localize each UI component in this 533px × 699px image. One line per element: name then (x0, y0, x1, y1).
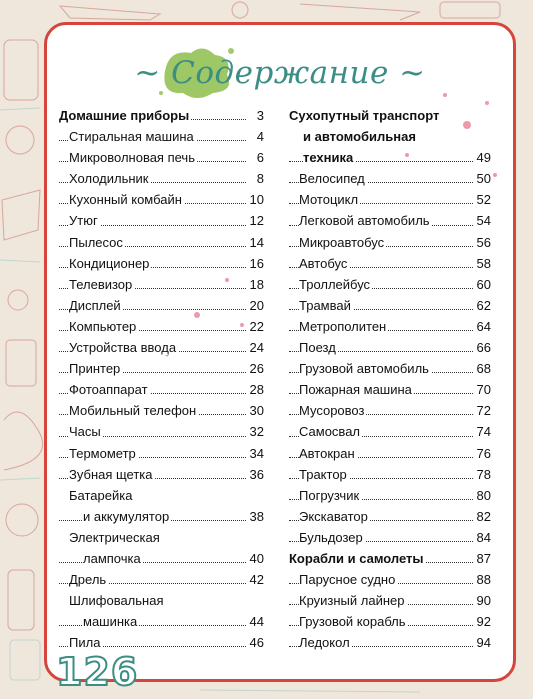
toc-entry-label: Устройства ввода (69, 340, 177, 356)
toc-entry-label: Пожарная машина (299, 382, 412, 398)
toc-entry (59, 464, 264, 485)
toc-entry-page: 46 (248, 632, 264, 653)
toc-entry (289, 632, 491, 653)
toc-entry-page: 34 (248, 443, 264, 464)
toc-entry-label: Троллейбус (299, 276, 371, 292)
toc-entry-page: 87 (475, 548, 491, 569)
toc-entry-label: Метрополитен (299, 318, 387, 334)
toc-entry (289, 527, 491, 548)
toc-entry-page: 54 (475, 210, 491, 231)
toc-entry (289, 485, 491, 506)
toc-entry-label: Телевизор (69, 276, 133, 292)
toc-entry-label: Часы (69, 424, 101, 440)
toc-entry (59, 548, 264, 569)
toc-entry (289, 232, 491, 253)
toc-entry-label: Стиральная машина (69, 129, 194, 145)
toc-entry (289, 274, 491, 295)
toc-entry-label: Автокран (299, 445, 355, 461)
toc-entry-page: 22 (248, 316, 264, 337)
toc-entry-label: Погрузчик (299, 487, 360, 503)
toc-entry-page: 12 (248, 210, 264, 231)
toc-entry-page: 28 (248, 379, 264, 400)
toc-entry-page: 70 (475, 379, 491, 400)
toc-entry (289, 316, 491, 337)
toc-entry-page: 90 (475, 590, 491, 611)
toc-entry (289, 189, 491, 210)
toc-entry (59, 569, 264, 590)
toc-entry-label: Бульдозер (299, 529, 363, 545)
toc-entry-label: Кондиционер (69, 255, 150, 271)
toc-entry-label: Компьютер (69, 318, 137, 334)
toc-entry-label: Пылесос (69, 234, 123, 250)
toc-entry-page: 38 (248, 506, 264, 527)
toc-entry (289, 590, 491, 611)
toc-entry (289, 443, 491, 464)
toc-entry (59, 611, 264, 632)
contents-panel (44, 22, 516, 682)
toc-entry-label: машинка (83, 614, 138, 630)
toc-entry-page: 4 (255, 126, 264, 147)
toc-entry-page: 8 (255, 168, 264, 189)
toc-entry-page: 80 (475, 485, 491, 506)
toc-entry (289, 105, 491, 126)
toc-entry-label: и автомобильная (303, 129, 416, 145)
toc-entry-label: Сухопутный транспорт (289, 108, 440, 123)
toc-entry-label: Грузовой корабль (299, 614, 406, 630)
toc-entry (289, 569, 491, 590)
toc-entry-page: 20 (248, 295, 264, 316)
toc-entry-page: 14 (248, 232, 264, 253)
contents-left-column (59, 105, 264, 653)
toc-entry (59, 295, 264, 316)
toc-entry-label: Мотоцикл (299, 192, 359, 208)
toc-entry (289, 421, 491, 442)
toc-entry-label: Автобус (299, 255, 348, 271)
toc-entry-label: лампочка (83, 550, 141, 566)
toc-entry-label: Домашние приборы (59, 108, 190, 123)
toc-entry-page: 62 (475, 295, 491, 316)
toc-entry-page: 72 (475, 400, 491, 421)
toc-entry-label: Утюг (69, 213, 98, 229)
toc-entry-page: 44 (248, 611, 264, 632)
toc-entry (59, 126, 264, 147)
toc-entry (289, 611, 491, 632)
toc-entry-page: 92 (475, 611, 491, 632)
toc-entry-page: 84 (475, 527, 491, 548)
toc-entry (59, 485, 264, 506)
toc-entry (59, 337, 264, 358)
toc-entry-label: Холодильник (69, 171, 149, 187)
toc-entry (59, 421, 264, 442)
toc-entry-label: техника (303, 150, 354, 166)
toc-entry-page: 58 (475, 253, 491, 274)
toc-entry-label: Кухонный комбайн (69, 192, 182, 208)
toc-entry-label: Электрическая (69, 529, 160, 545)
toc-entry-label: Батарейка (69, 487, 133, 503)
toc-entry (59, 147, 264, 168)
toc-entry (59, 527, 264, 548)
toc-entry (59, 210, 264, 231)
toc-entry (289, 295, 491, 316)
toc-entry (289, 126, 491, 147)
toc-entry (59, 232, 264, 253)
toc-entry-page: 16 (248, 253, 264, 274)
toc-entry-page: 82 (475, 506, 491, 527)
toc-entry-label: Пила (69, 635, 101, 651)
toc-entry-label: Дисплей (69, 297, 121, 313)
toc-entry (289, 464, 491, 485)
toc-entry-label: Экскаватор (299, 508, 368, 524)
toc-entry-page: 68 (475, 358, 491, 379)
toc-entry-label: и аккумулятор (83, 508, 170, 524)
toc-entry (289, 379, 491, 400)
toc-entry-page: 6 (255, 147, 264, 168)
toc-entry-page: 30 (248, 400, 264, 421)
toc-entry (59, 316, 264, 337)
toc-entry (59, 274, 264, 295)
toc-entry (59, 168, 264, 189)
toc-entry-page: 64 (475, 316, 491, 337)
toc-entry-label: Трактор (299, 466, 347, 482)
contents-right-column (289, 105, 491, 653)
toc-entry (289, 400, 491, 421)
toc-entry-page: 3 (255, 105, 264, 126)
toc-entry-page: 78 (475, 464, 491, 485)
toc-entry-label: Дрель (69, 572, 107, 588)
toc-entry (289, 147, 491, 168)
toc-entry (59, 590, 264, 611)
toc-entry-label: Ледокол (299, 635, 350, 651)
toc-entry-label: Микроавтобус (299, 234, 385, 250)
toc-entry-page: 26 (248, 358, 264, 379)
toc-entry-label: Мусоровоз (299, 403, 365, 419)
toc-entry-label: Легковой автомобиль (299, 213, 430, 229)
page-number: 126 (56, 650, 139, 694)
toc-entry (289, 168, 491, 189)
toc-entry-label: Поезд (299, 340, 336, 356)
toc-entry (59, 443, 264, 464)
toc-entry-page: 42 (248, 569, 264, 590)
toc-entry-page: 88 (475, 569, 491, 590)
toc-entry-page: 74 (475, 421, 491, 442)
toc-entry (289, 358, 491, 379)
toc-entry (289, 548, 491, 569)
toc-entry-label: Термометр (69, 445, 136, 461)
toc-entry-label: Мобильный телефон (69, 403, 197, 419)
toc-entry-page: 24 (248, 337, 264, 358)
toc-entry-page: 76 (475, 443, 491, 464)
toc-entry-page: 66 (475, 337, 491, 358)
toc-entry-page: 10 (248, 189, 264, 210)
toc-entry (289, 506, 491, 527)
toc-entry-page: 49 (475, 147, 491, 168)
toc-entry (289, 253, 491, 274)
toc-entry-page: 52 (475, 189, 491, 210)
toc-entry (289, 210, 491, 231)
toc-entry-page: 60 (475, 274, 491, 295)
toc-entry-label: Круизный лайнер (299, 593, 405, 609)
toc-entry (59, 189, 264, 210)
toc-entry-label: Микроволновая печь (69, 150, 195, 166)
toc-entry-label: Велосипед (299, 171, 365, 187)
toc-entry (59, 379, 264, 400)
toc-entry-label: Корабли и самолеты (289, 550, 424, 566)
toc-entry-page: 18 (248, 274, 264, 295)
toc-entry-label: Зубная щетка (69, 466, 153, 482)
toc-entry-page: 50 (475, 168, 491, 189)
toc-entry-label: Принтер (69, 361, 121, 377)
toc-entry (289, 337, 491, 358)
toc-entry-label: Самосвал (299, 424, 361, 440)
toc-entry-page: 56 (475, 232, 491, 253)
toc-entry-page: 94 (475, 632, 491, 653)
toc-entry-label: Шлифовальная (69, 593, 164, 609)
page-title: ~ Содержание ~ (134, 55, 426, 91)
toc-entry-label: Грузовой автомобиль (299, 361, 429, 377)
toc-entry (59, 400, 264, 421)
toc-entry-label: Фотоаппарат (69, 382, 148, 398)
toc-entry-label: Трамвай (299, 297, 351, 313)
toc-entry (59, 105, 264, 126)
toc-entry-page: 32 (248, 421, 264, 442)
toc-entry (59, 358, 264, 379)
toc-entry-page: 36 (248, 464, 264, 485)
toc-entry (59, 506, 264, 527)
toc-entry-label: Парусное судно (299, 572, 396, 588)
toc-entry-page: 40 (248, 548, 264, 569)
toc-entry (59, 253, 264, 274)
